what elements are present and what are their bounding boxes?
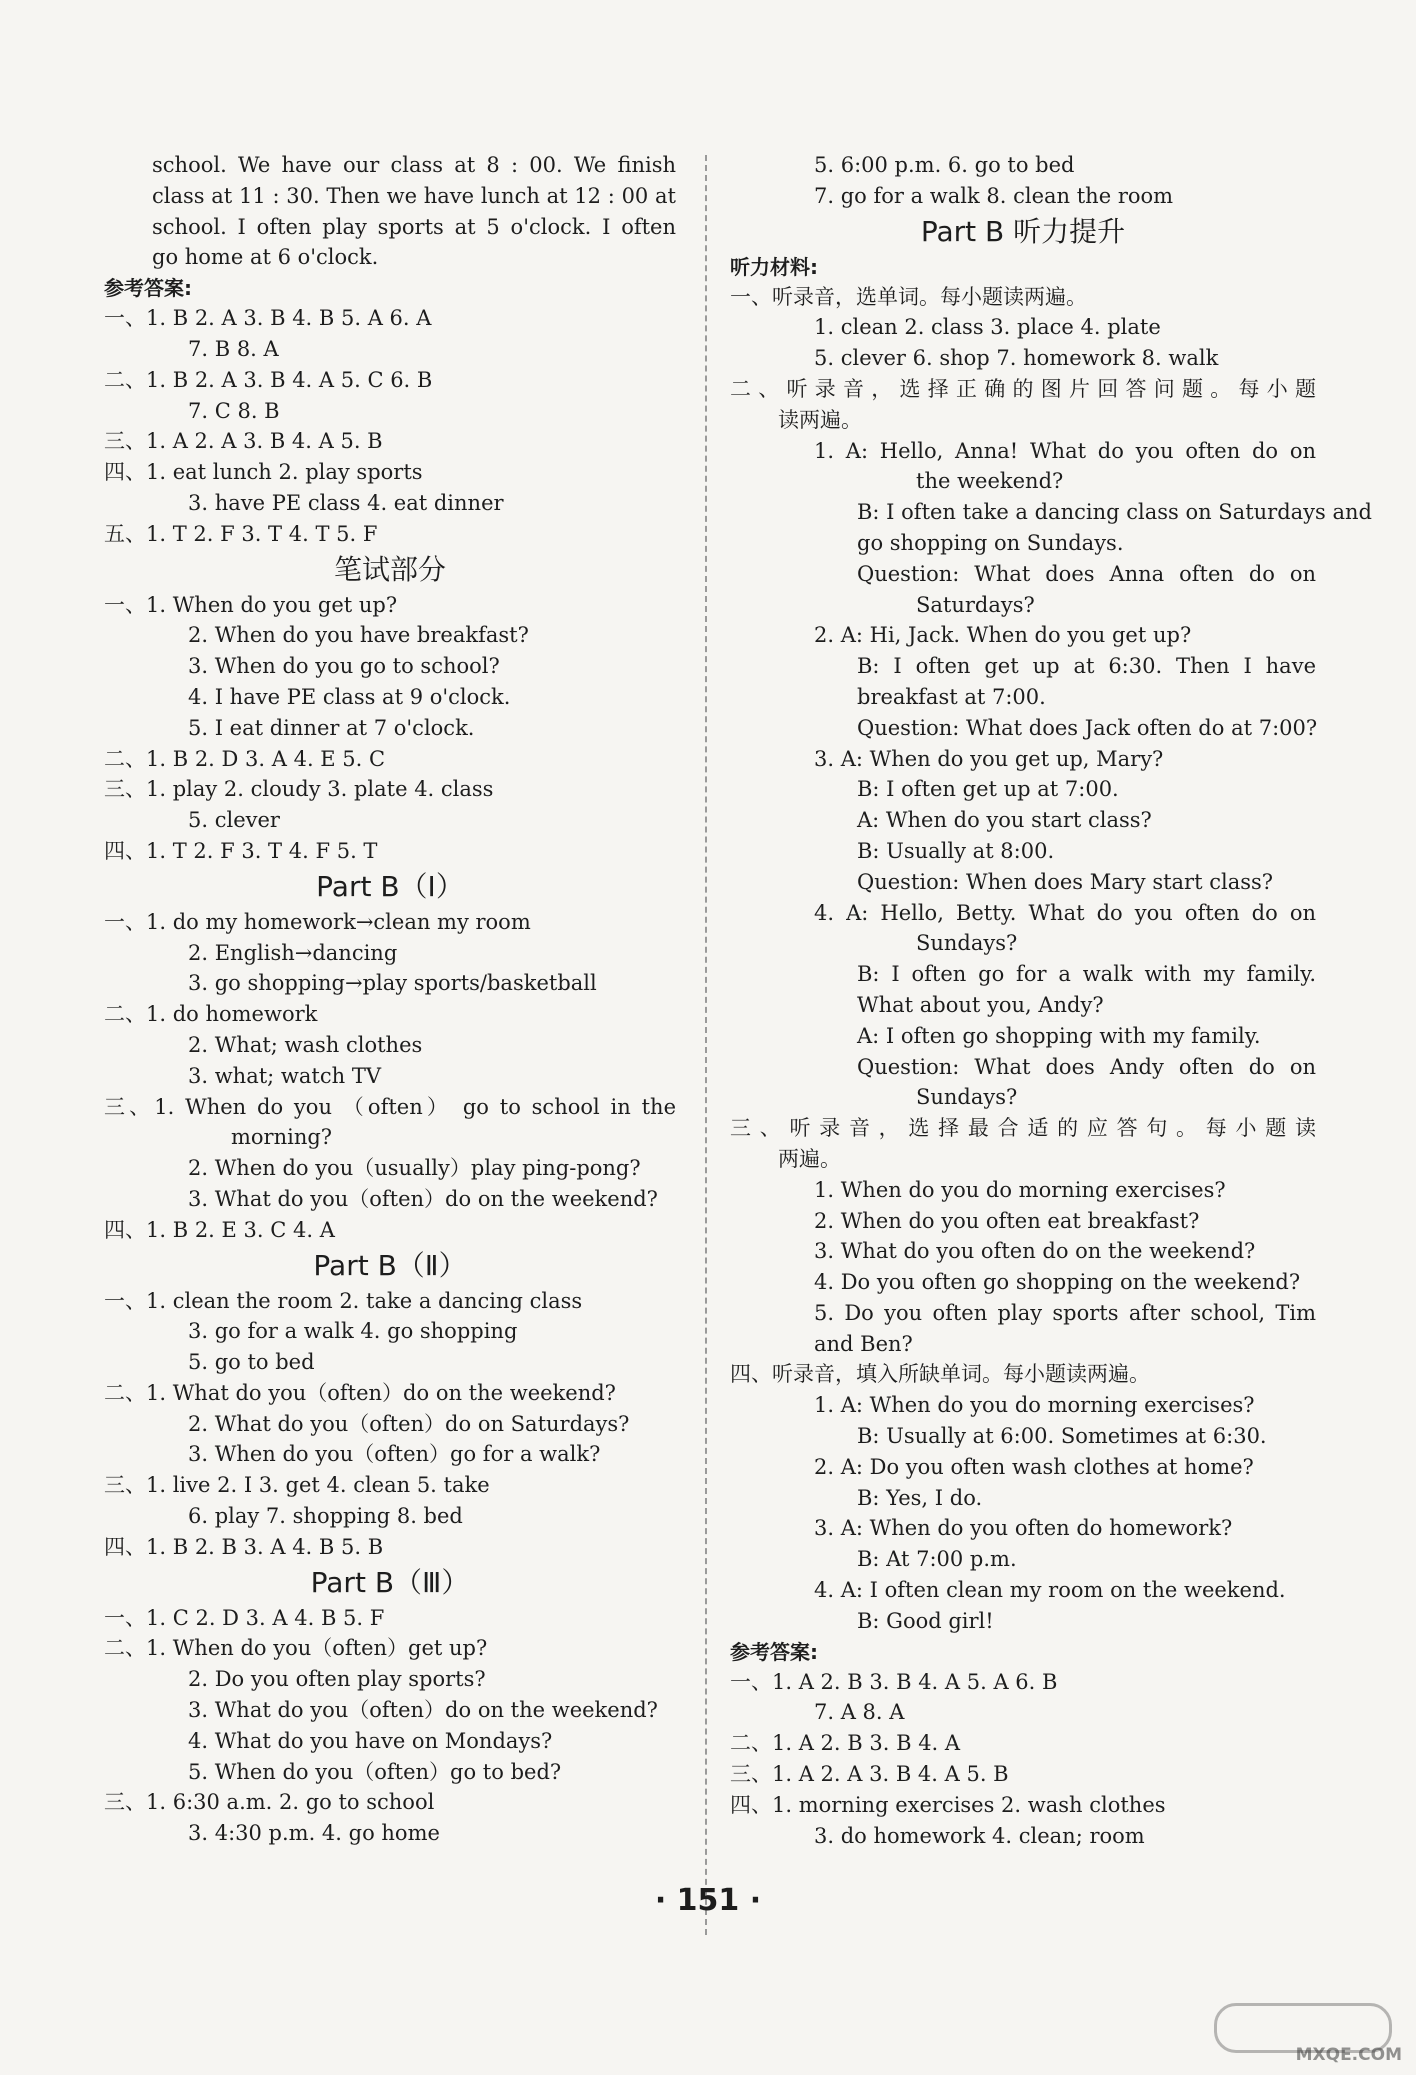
text-line: 1. clean 2. class 3. place 4. plate [814, 315, 1161, 340]
text-line: 3. do homework 4. clean; room [814, 1823, 1145, 1848]
text-line: class at 11 : 30. Then we have lunch at 12 : 00 at [152, 183, 676, 208]
text-line: breakfast at 7:00. [857, 684, 1046, 709]
text-line: 2. A: Do you often wash clothes at home? [814, 1454, 1254, 1479]
text-line: 四、1. morning exercises 2. wash clothes [730, 1792, 1166, 1817]
text-line: Question: What does Andy often do on [857, 1054, 1316, 1079]
text-line: 一、1. A 2. B 3. B 4. A 5. A 6. B [730, 1669, 1058, 1694]
text-line: 三、1. When do you （often） go to school in the [104, 1094, 676, 1119]
text-line: 1. A: Hello, Anna! What do you often do on [814, 438, 1316, 463]
text-line: 7. go for a walk 8. clean the room [814, 183, 1174, 208]
text-line: 3. When do you（often）go for a walk? [188, 1442, 601, 1467]
text-line: 5. When do you（often）go to bed? [188, 1759, 562, 1784]
text-line: 3. 4:30 p.m. 4. go home [188, 1821, 440, 1846]
text-line: 三、1. A 2. A 3. B 4. A 5. B [104, 429, 383, 454]
text-line: B: At 7:00 p.m. [857, 1547, 1017, 1572]
text-line: the weekend? [916, 469, 1064, 494]
text-line: 5. Do you often play sports after school, Tim [814, 1300, 1316, 1325]
text-line: 三、1. 6:30 a.m. 2. go to school [104, 1790, 435, 1815]
section-heading: Part B（Ⅲ） [310, 1565, 470, 1599]
text-line: 2. When do you have breakfast? [188, 623, 529, 648]
text-line: B: Usually at 8:00. [857, 838, 1055, 863]
text-line: Saturdays? [916, 592, 1035, 617]
section-heading: Part B（Ⅰ） [316, 869, 464, 903]
section-label: 参考答案: [104, 276, 192, 301]
text-line: 一、听录音，选单词。每小题读两遍。 [730, 284, 1087, 309]
text-line: B: Yes, I do. [857, 1485, 983, 1510]
text-line: 7. A 8. A [814, 1700, 905, 1725]
text-line: 7. C 8. B [188, 398, 280, 423]
text-line: 二、听录音，选择正确的图片回答问题。每小题 [730, 376, 1316, 401]
text-line: and Ben? [814, 1331, 913, 1356]
text-line: go home at 6 o'clock. [152, 245, 379, 270]
text-line: B: Usually at 6:00. Sometimes at 6:30. [857, 1424, 1267, 1449]
text-line: 一、1. C 2. D 3. A 4. B 5. F [104, 1605, 385, 1630]
text-line: 4. What do you have on Mondays? [188, 1728, 553, 1753]
text-line: morning? [231, 1125, 333, 1150]
text-line: 3. go for a walk 4. go shopping [188, 1319, 518, 1344]
text-line: go shopping on Sundays. [857, 530, 1124, 555]
text-line: Question: What does Anna often do on [857, 561, 1316, 586]
text-line: 3. A: When do you often do homework? [814, 1516, 1233, 1541]
text-line: 2. Do you often play sports? [188, 1667, 486, 1692]
text-line: 读两遍。 [778, 407, 862, 432]
text-line: 5. clever 6. shop 7. homework 8. walk [814, 346, 1219, 371]
text-line: 3. What do you（often）do on the weekend? [188, 1186, 658, 1211]
text-line: 二、1. B 2. D 3. A 4. E 5. C [104, 746, 386, 771]
text-line: A: When do you start class? [857, 808, 1152, 833]
text-line: 5. clever [188, 808, 280, 833]
text-line: 7. B 8. A [188, 336, 279, 361]
text-line: school. I often play sports at 5 o'clock. I often [152, 214, 676, 239]
text-line: 一、1. do my homework→clean my room [104, 909, 531, 934]
text-line: 四、1. B 2. B 3. A 4. B 5. B [104, 1534, 384, 1559]
watermark-site: MXQE.COM [1295, 2045, 1402, 2065]
text-line: 2. When do you（usually）play ping-pong? [188, 1156, 641, 1181]
text-line: 1. A: When do you do morning exercises? [814, 1393, 1255, 1418]
text-line: 二、1. What do you（often）do on the weekend? [104, 1380, 616, 1405]
text-line: 6. play 7. shopping 8. bed [188, 1504, 463, 1529]
text-line: 4. Do you often go shopping on the weekend? [814, 1270, 1301, 1295]
text-line: B: I often go for a walk with my family. [857, 962, 1316, 987]
text-line: 三、1. A 2. A 3. B 4. A 5. B [730, 1762, 1009, 1787]
text-line: 二、1. A 2. B 3. B 4. A [730, 1731, 961, 1756]
text-line: Question: When does Mary start class? [857, 869, 1274, 894]
text-line: 4. A: Hello, Betty. What do you often do on [814, 900, 1316, 925]
text-line: 3. what; watch TV [188, 1063, 381, 1088]
text-line: A: I often go shopping with my family. [857, 1023, 1261, 1048]
text-line: school. We have our class at 8 : 00. We finish [152, 153, 676, 177]
text-line: Sundays? [916, 931, 1018, 956]
watermark-logo [1172, 2003, 1402, 2065]
section-label: 参考答案: [730, 1639, 818, 1664]
section-heading: Part B（Ⅱ） [313, 1248, 467, 1282]
text-line: Sundays? [916, 1085, 1018, 1110]
text-line: What about you, Andy? [857, 992, 1104, 1017]
text-line: 二、1. do homework [104, 1002, 318, 1027]
text-line: 两遍。 [778, 1146, 841, 1171]
left-column [104, 150, 676, 1849]
text-line: 一、1. clean the room 2. take a dancing class [104, 1288, 583, 1313]
text-line: 四、1. B 2. E 3. C 4. A [104, 1217, 335, 1242]
text-line: 2. English→dancing [188, 940, 398, 965]
text-line: 3. What do you（often）do on the weekend? [188, 1698, 658, 1723]
text-line: 3. go shopping→play sports/basketball [188, 971, 597, 996]
text-line: 四、1. T 2. F 3. T 4. F 5. T [104, 838, 378, 863]
text-line: 5. 6:00 p.m. 6. go to bed [814, 153, 1075, 177]
text-line: 2. What; wash clothes [188, 1032, 423, 1057]
text-line: 四、1. eat lunch 2. play sports [104, 460, 423, 485]
section-label: 听力材料: [730, 254, 818, 279]
text-line: 4. A: I often clean my room on the weekend. [814, 1578, 1286, 1603]
text-line: 5. I eat dinner at 7 o'clock. [188, 715, 475, 740]
text-line: B: I often take a dancing class on Saturdays and [857, 500, 1372, 525]
text-line: 四、听录音，填入所缺单词。每小题读两遍。 [730, 1362, 1150, 1387]
text-line: 一、1. B 2. A 3. B 4. B 5. A 6. A [104, 306, 432, 331]
text-line: B: Good girl! [857, 1608, 994, 1633]
text-line: B: I often get up at 6:30. Then I have [857, 654, 1316, 679]
text-line: 三、1. play 2. cloudy 3. plate 4. class [104, 777, 494, 802]
text-line: 一、1. When do you get up? [104, 592, 398, 617]
text-line: 2. When do you often eat breakfast? [814, 1208, 1200, 1233]
text-line: 三、听录音，选择最合适的应答句。每小题读 [730, 1116, 1316, 1141]
text-line: 5. go to bed [188, 1350, 315, 1375]
text-line: 3. have PE class 4. eat dinner [188, 490, 504, 515]
right-column [730, 150, 1372, 1851]
text-line: 3. What do you often do on the weekend? [814, 1239, 1256, 1264]
text-line: 3. A: When do you get up, Mary? [814, 746, 1164, 771]
text-line: 3. When do you go to school? [188, 654, 500, 679]
text-line: 4. I have PE class at 9 o'clock. [188, 684, 511, 709]
text-line: 2. A: Hi, Jack. When do you get up? [814, 623, 1192, 648]
text-line: B: I often get up at 7:00. [857, 777, 1119, 802]
page-number: · 151 · [654, 1883, 762, 1918]
text-line: 二、1. B 2. A 3. B 4. A 5. C 6. B [104, 367, 433, 392]
section-heading: 笔试部分 [333, 552, 446, 586]
section-heading: Part B 听力提升 [920, 214, 1126, 248]
column-divider [705, 155, 707, 1935]
text-line: 1. When do you do morning exercises? [814, 1177, 1226, 1202]
text-line: 三、1. live 2. I 3. get 4. clean 5. take [104, 1473, 490, 1498]
text-line: 2. What do you（often）do on Saturdays? [188, 1411, 630, 1436]
text-line: 五、1. T 2. F 3. T 4. T 5. F [104, 521, 378, 546]
text-line: Question: What does Jack often do at 7:00? [857, 715, 1318, 740]
text-line: 二、1. When do you（often）get up? [104, 1636, 488, 1661]
